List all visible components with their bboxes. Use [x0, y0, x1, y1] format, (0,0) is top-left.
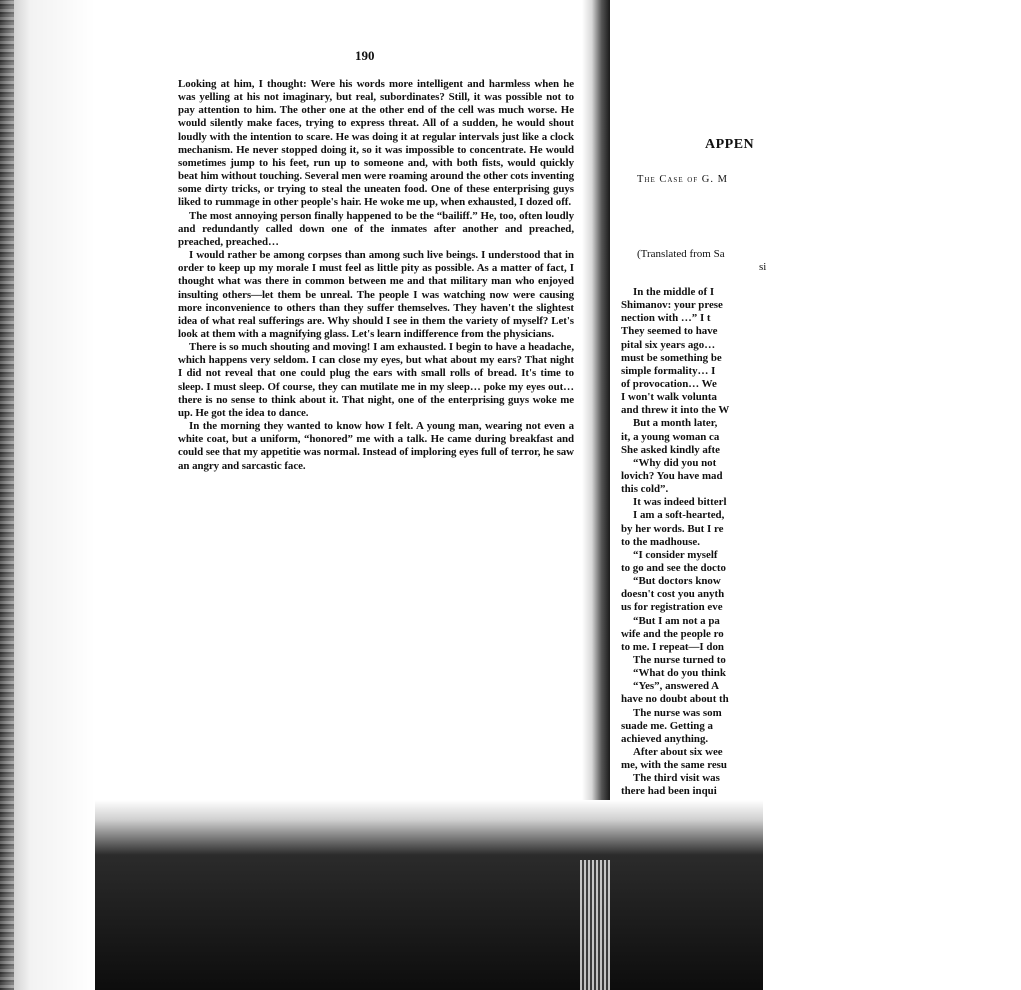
translated-note [637, 248, 766, 274]
text-line: there had been inqui [621, 785, 717, 798]
text-line: us for registration eve [621, 601, 723, 614]
text-line: The third visit was [633, 772, 720, 785]
text-line: They seemed to have [621, 325, 718, 338]
paragraph: In the morning they wanted to know how I felt. A young man, wearing not even a white coat, but a uniform, “honored” me with a talk. He came during breakfast and could see that my appetitie was normal. Instead of imploring eyes full of terror, he saw an angry and sarcastic face. [178, 420, 574, 472]
text-line: me, with the same resu [621, 759, 727, 772]
text-line: “But doctors know [633, 575, 721, 588]
text-line: and threw it into the W [621, 404, 730, 417]
right-page-column [615, 0, 767, 800]
text-line: of provocation… We [621, 377, 717, 390]
text-line: have no doubt about th [621, 693, 729, 706]
text-line: nection with …” I t [621, 312, 711, 325]
page-number: 190 [355, 48, 375, 63]
binding-shadow [95, 800, 763, 990]
text-line: suade me. Getting a [621, 719, 713, 732]
text-line: to me. I repeat—I don [621, 640, 724, 653]
text-line: “Why did you not [633, 456, 717, 469]
text-line: to go and see the docto [621, 561, 726, 574]
text-line: I am a soft-hearted, [633, 509, 725, 522]
paragraph: The most annoying person finally happened to be the “bailiff.” He, too, often loudly and redundantly called down one of the inmates after another and preached, preached, preached… [178, 209, 574, 248]
paragraph: I would rather be among corpses than among such live beings. I understood that in order to keep up my morale I must feel as little pity as possible. As a matter of fact, I thought what was there in common between me and that military man who enjoyed insulting others—let them be unreal. The people I was watching now were causing more inconvenience to others than they suffer themselves. They haven't the slightest idea of what real sufferings are. Why should I see in them the variety of myself? Let's look at them with a magnifying glass. Let's learn indifference from the physicians. [178, 249, 574, 340]
text-line: to the madhouse. [621, 535, 700, 548]
paragraph: Looking at him, I thought: Were his words more intelligent and harmless when he was yelling at his not imaginary, but real, subordinates? Still, it was possible not to pay attention to him. The other one at the other end of the cell was much worse. He would silently make faces, trying to express threat. All of a sudden, he would shout loudly with the intention to scare. He was doing it at regular intervals just like a clock mechanism. He never stopped doing it, so it was impossible to concentrate. He would sometimes jump to his feet, run up to someone and, with both fists, would quickly beat him without touching. Several men were roaming around the other cots inventing some dirty tricks, or trying to steal the uneaten food. One of these enterprising guys liked to rummage in other people's hair. He woke me up, when exhausted, I dozed off. [178, 78, 574, 209]
text-line: doesn't cost you anyth [621, 588, 725, 601]
text-line: “Yes”, answered A [633, 680, 720, 693]
text-line: She asked kindly afte [621, 443, 720, 456]
scan-left-edge [0, 0, 95, 990]
text-line: lovich? You have mad [621, 469, 723, 482]
text-line: In the middle of I [633, 286, 715, 298]
text-line: The nurse was som [633, 706, 722, 719]
text-line: “What do you think [633, 667, 726, 680]
text-line: It was indeed bitterl [633, 496, 727, 509]
text-line: “I consider myself [633, 548, 718, 561]
left-page-body [178, 78, 574, 473]
text-line: simple formality… I [621, 364, 716, 377]
translated-note-line: si [759, 261, 767, 273]
text-line: achieved anything. [621, 732, 709, 745]
text-line: pital six years ago… [621, 338, 716, 351]
text-line: But a month later, [633, 417, 718, 430]
translated-note-line: (Translated from Sa [637, 248, 725, 260]
text-line: it, a young woman ca [621, 430, 720, 443]
text-line: this cold”. [621, 483, 669, 496]
text-line: wife and the people ro [621, 627, 724, 640]
paragraph: There is so much shouting and moving! I am exhausted. I begin to have a headache, which happens very seldom. I can close my eyes, but what about my ears? That night I did not reveal that one could plug the ears with small rolls of bread. It's time to sleep. I must sleep. Of course, they can mutilate me in my sleep… poke my eyes out… there is no sense to think about it. That night, one of the enterprising guys woke me up. He got the idea to dance. [178, 341, 574, 419]
right-page-body [621, 286, 1021, 798]
text-line: I won't walk volunta [621, 391, 717, 404]
text-line: “But I am not a pa [633, 614, 720, 627]
text-line: The nurse turned to [633, 653, 726, 666]
text-line: by her words. But I re [621, 522, 724, 535]
text-line: must be something be [621, 351, 722, 364]
text-line: After about six wee [633, 745, 723, 758]
case-title: The Case of G. M [637, 174, 728, 185]
binding-stripes [580, 860, 610, 990]
appendix-heading: APPEN [705, 137, 755, 152]
text-line: Shimanov: your prese [621, 299, 723, 312]
